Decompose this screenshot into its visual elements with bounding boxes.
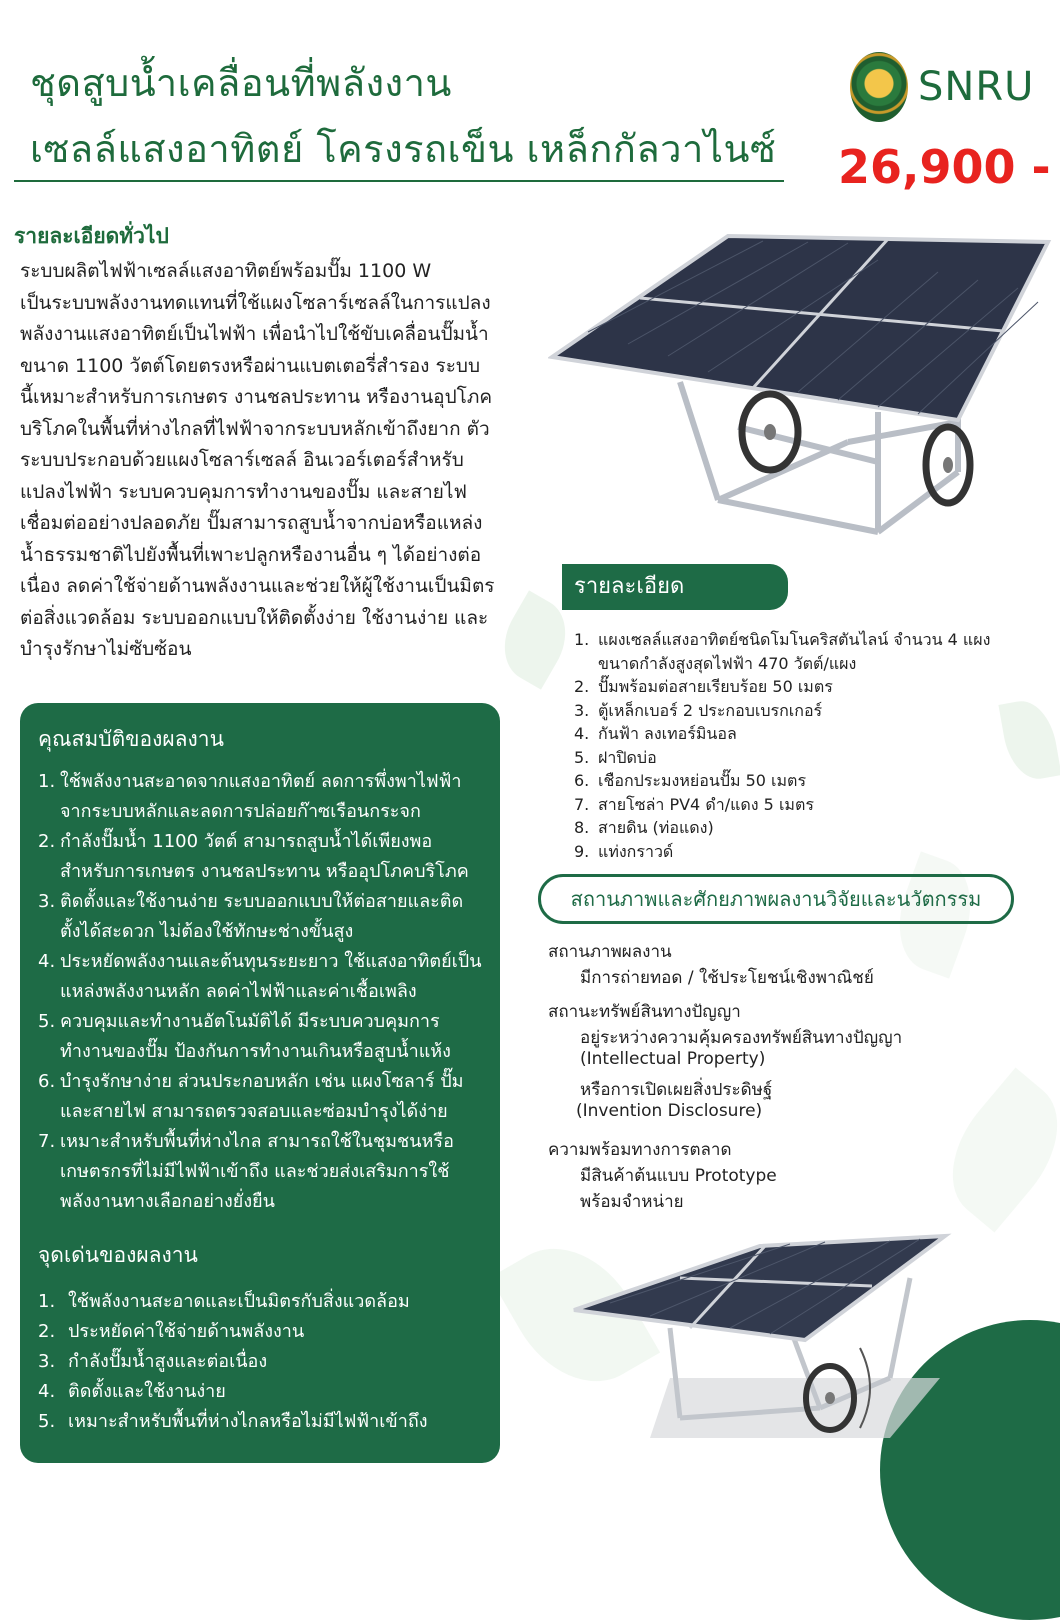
university-seal-icon xyxy=(850,52,908,122)
solar-cart-image xyxy=(548,232,1052,552)
ip-status-value: (Intellectual Property) xyxy=(580,1049,766,1069)
solar-cart-bottom-image xyxy=(560,1228,960,1448)
features-heading: คุณสมบัติของผลงาน xyxy=(38,727,224,751)
logo-text: SNRU xyxy=(918,64,1035,110)
list-item: 5. ควบคุมและทำงานอัตโนมัติได้ มีระบบควบคุมการ ทำงานของปั๊ม ป้องกันการทำงานเกินหรือสูบน้ำแห้ง xyxy=(38,1011,451,1062)
title-divider xyxy=(14,180,784,182)
title-line-2: เซลล์แสงอาทิตย์ โครงรถเข็น เหล็กกัลวาไนซ์ xyxy=(30,127,777,171)
list-item: 1. แผงเซลล์แสงอาทิตย์ชนิดโมโนคริสตันไลน์ จำนวน 4 แผง ขนาดกำลังสูงสุดไฟฟ้า 470 วัตต์/แผง xyxy=(574,630,991,673)
list-item: 3. ติดตั้งและใช้งานง่าย ระบบออกแบบให้ต่อสายและติด ตั้งได้สะดวก ไม่ต้องใช้ทักษะช่างขั้นสูง xyxy=(38,891,464,942)
work-status-value: มีการถ่ายทอด / ใช้ประโยชน์เชิงพาณิชย์ xyxy=(580,968,874,988)
description-line: แปลงไฟฟ้า ระบบควบคุมการทำงานของปั๊ม และสายไฟ xyxy=(20,480,467,503)
list-item: 2. ประหยัดค่าใช้จ่ายด้านพลังงาน xyxy=(38,1321,305,1342)
description-line: บำรุงรักษาไม่ซับซ้อน xyxy=(20,638,192,660)
description-line: ต่อสิ่งแวดล้อม ระบบออกแบบให้ติดตั้งง่าย ใช้งานง่าย และ xyxy=(20,606,489,629)
list-item: 1. ใช้พลังงานสะอาดจากแสงอาทิตย์ ลดการพึ่งพาไฟฟ้า จากระบบหลักและลดการปล่อยก๊าซเรือนกระจก xyxy=(38,771,462,822)
description-line: นี้เหมาะสำหรับการเกษตร งานชลประทาน หรืองานอุปโภค xyxy=(20,386,493,408)
list-item: 3. กำลังปั๊มน้ำสูงและต่อเนื่อง xyxy=(38,1351,268,1372)
highlights-list xyxy=(38,1287,488,1437)
ip-status-value: หรือการเปิดเผยสิ่งประดิษฐ์ xyxy=(580,1080,773,1100)
description-line: ขนาด 1100 วัตต์โดยตรงหรือผ่านแบตเตอรี่สำรอง ระบบ xyxy=(20,354,481,377)
ip-status-value: (Invention Disclosure) xyxy=(576,1101,763,1121)
price: 26,900 - xyxy=(838,140,1051,194)
list-item: 2. ปั๊มพร้อมต่อสายเรียบร้อย 50 เมตร xyxy=(574,677,833,696)
general-description xyxy=(20,256,540,666)
list-item: 4. ติดตั้งและใช้งานง่าย xyxy=(38,1381,226,1402)
list-item: 5. เหมาะสำหรับพื้นที่ห่างไกลหรือไม่มีไฟฟ้าเข้าถึง xyxy=(38,1411,428,1432)
details-heading: รายละเอียด xyxy=(562,564,788,610)
list-item: 3. ตู้เหล็กเบอร์ 2 ประกอบเบรกเกอร์ xyxy=(574,700,823,720)
list-item: 8. สายดิน (ท่อแดง) xyxy=(574,818,714,837)
description-line: น้ำธรรมชาติไปยังพื้นที่เพาะปลูกหรืองานอื่น ๆ ได้อย่างต่อ xyxy=(20,543,482,566)
description-line: พลังงานแสงอาทิตย์เป็นไฟฟ้า เพื่อนำไปใช้ขับเคลื่อนปั๊มน้ำ xyxy=(20,323,489,345)
description-line: เนื่อง ลดค่าใช้จ่ายด้านพลังงานและช่วยให้ผู้ใช้งานเป็นมิตร xyxy=(20,575,495,597)
market-readiness-value: มีสินค้าต้นแบบ Prototype xyxy=(580,1166,777,1186)
list-item: 2. กำลังปั๊มน้ำ 1100 วัตต์ สามารถสูบน้ำได้เพียงพอ สำหรับการเกษตร งานชลประทาน หรืออุปโภคบริโภค xyxy=(38,831,469,882)
list-item: 7. สายโซล่า PV4 ดำ/แดง 5 เมตร xyxy=(574,794,814,814)
list-item: 4. ประหยัดพลังงานและต้นทุนระยะยาว ใช้แสงอาทิตย์เป็น แหล่งพลังงานหลัก ลดค่าไฟฟ้าและค่าเชื้อเพลิง xyxy=(38,951,482,1002)
details-list xyxy=(574,628,1034,863)
description-line: เชื่อมต่ออย่างปลอดภัย ปั๊มสามารถสูบน้ำจากบ่อหรือแหล่ง xyxy=(20,512,483,534)
ip-status-value: อยู่ระหว่างความคุ้มครองทรัพย์สินทางปัญญา xyxy=(580,1028,903,1048)
market-readiness-value: พร้อมจำหน่าย xyxy=(580,1192,684,1212)
list-item: 6. เชือกประมงหย่อนปั๊ม 50 เมตร xyxy=(574,771,807,790)
list-item: 4. กันฟ้า ลงเทอร์มินอล xyxy=(574,724,737,743)
work-status-label: สถานภาพผลงาน xyxy=(548,942,672,962)
list-item: 5. ฝาปิดบ่อ xyxy=(574,747,657,767)
list-item: 1. ใช้พลังงานสะอาดและเป็นมิตรกับสิ่งแวดล้อม xyxy=(38,1291,410,1312)
description-line: บริโภคในพื้นที่ห่างไกลที่ไฟฟ้าจากระบบหลักเข้าถึงยาก ตัว xyxy=(20,417,490,440)
description-line: เป็นระบบพลังงานทดแทนที่ใช้แผงโซลาร์เซลล์ในการแปลง xyxy=(20,291,491,314)
title-line-1: ชุดสูบน้ำเคลื่อนที่พลังงาน xyxy=(30,61,452,105)
list-item: 6. บำรุงรักษาง่าย ส่วนประกอบหลัก เช่น แผงโซลาร์ ปั๊ม และสายไฟ สามารถตรวจสอบและซ่อมบำรุงได้ง่าย xyxy=(38,1071,464,1122)
general-heading: รายละเอียดทั่วไป xyxy=(14,224,169,248)
highlights-heading: จุดเด่นของผลงาน xyxy=(38,1243,198,1267)
list-item: 7. เหมาะสำหรับพื้นที่ห่างไกล สามารถใช้ในชุมชนหรือ เกษตรกรที่ไม่มีไฟฟ้าเข้าถึง และช่วยส่งเสริมการใช้ พลังงานทางเลือกอย่างยั่งยืน xyxy=(38,1131,454,1212)
market-readiness-label: ความพร้อมทางการตลาด xyxy=(548,1140,732,1160)
ip-status-label: สถานะทรัพย์สินทางปัญญา xyxy=(548,1002,741,1022)
description-line: ระบบผลิตไฟฟ้าเซลล์แสงอาทิตย์พร้อมปั๊ม 1100 W xyxy=(20,260,432,282)
features-list xyxy=(38,767,488,1217)
leaf-decoration xyxy=(926,1067,1060,1232)
status-heading: สถานภาพและศักยภาพผลงานวิจัยและนวัตกรรม xyxy=(538,874,1014,924)
features-panel xyxy=(20,703,500,1463)
list-item: 9. แท่งกราวด์ xyxy=(574,841,674,861)
description-line: ระบบประกอบด้วยแผงโซลาร์เซลล์ อินเวอร์เตอร์สำหรับ xyxy=(20,449,464,471)
